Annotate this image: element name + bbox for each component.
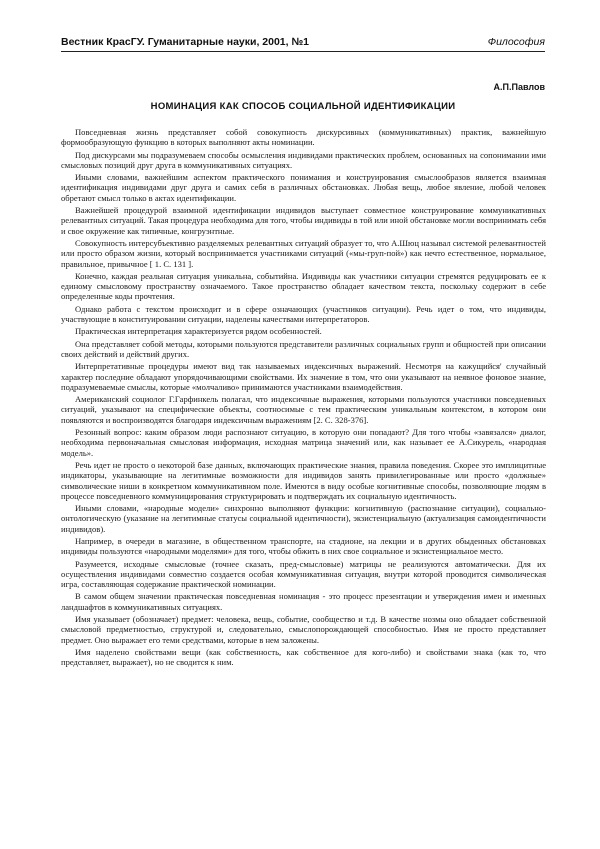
paragraph: Она представляет собой методы, которыми пользуются представители различных социальных групп и общностей при описании своих действий и действий других. (61, 338, 546, 359)
paragraph: Повседневная жизнь представляет собой совокупность дискурсивных (коммуникативных) практик, важнейшую формообразующую функцию в которых выполняют акты номинации. (61, 127, 546, 148)
journal-citation: Вестник КрасГУ. Гуманитарные науки, 2001, №1 (61, 36, 310, 48)
paragraph: Интерпретативные процедуры имеют вид так называемых индексичных выражений. Несмотря на кажущийся' случайный характер последние обладают упорядочивающими свойствами. Их значение в том, что они указывают на неявное фоновое знание, подразумеваемые смыслы, которые «молчаливо» принимаются участниками взаимодействия. (61, 361, 546, 392)
running-header (61, 36, 545, 52)
paragraph: Имя наделено свойствами вещи (как собственность, как собственное для кого-либо) и свойствами знака (как то, что представляет, выражает), но не сводится к ним. (61, 646, 546, 668)
paragraph: Американский социолог Г.Гарфинкель полагал, что индексичные выражения, которыми пользуются участники повседневных ситуаций, указывают на специфические объекты, соотносимые с тем практическим уникальным контекстом, в котором они появляются и воспроизводятся благодаря индексичным выражениям [2. С. 328-376]. (61, 394, 546, 425)
section-name: Философия (487, 36, 545, 48)
paragraph: Под дискурсами мы подразумеваем способы осмысления индивидами практических проблем, основанных на сопонимании ими смысловых позиций друг друга в коммуникативных ситуациях. (61, 149, 546, 170)
paragraph: Однако работа с текстом происходит и в сфере означающих (участников ситуации). Речь идет о том, что индивиды, участвующие в конституировании ситуации, наделены качествами интерпретаторов. (61, 303, 546, 325)
article-title: НОМИНАЦИЯ КАК СПОСОБ СОЦИАЛЬНОЙ ИДЕНТИФИКАЦИИ (150, 101, 456, 112)
author-name: А.П.Павлов (493, 82, 545, 92)
paragraph: Разумеется, исходные смысловые (точнее сказать, пред-смысловые) матрицы не реализуются автоматически. Для их осуществления индивидами совместно создается особая коммуникативная ситуация, внутри которой проводится символическая игра, составляющая содержание практической номинации. (61, 558, 546, 590)
paragraph: Важнейшей процедурой взаимной идентификации индивидов выступает совместное конструирование коммуникативных релевантных ситуаций. Такая процедура необходима для того, чтобы индивиды в той или иной обстановке могли воспринимать себя и свое окружение как типичные, конгруэнтные. (61, 205, 546, 236)
paragraph: Иными словами, «народные модели» синхронно выполняют функции: когнитивную (распознание ситуации), социально-онтологическую (указание на легитимные статусы социальной идентичности), экзистенциальную (актуализация самоидентичности индивидов). (61, 503, 546, 534)
paragraph: В самом общем значении практическая повседневная номинация - это процесс презентации и утверждения имен и именных ландшафтов в коммуникативных ситуациях. (61, 591, 546, 612)
paragraph: Резонный вопрос: каким образом люди распознают ситуацию, в которую они попадают? Для того чтобы «завязался» диалог, необходима первоначальная смысловая информация, исходная матрица значений или, как называет ее А.Сикурель, «народная модель». (61, 427, 546, 458)
paragraph: Иными словами, важнейшим аспектом практического понимания и конструирования смыслообразов является взаимная идентификация индивидами друг друга и самих себя в различных обстановках. Любая вещь, любое явление, любой человек обретают смысл только в актах идентификации. (61, 172, 546, 203)
paragraph: Речь идет не просто о некоторой базе данных, включающих практические знания, правила поведения. Скорее это имплицитные индикаторы, указывающие на легитимные возможности для индивидов занять привилегированные или просто «должные» символические ниши в конкретном коммуникативном поле. Имеются в виду особые когнитивные способы, позволяющие людям в процессе повседневного коммуницирования структурировать и подтверждать их социальную идентичность. (61, 459, 546, 501)
paragraph: Конечно, каждая реальная ситуация уникальна, событийна. Индивиды как участники ситуации стремятся редуцировать ее к единому смысловому пространству означаемого. Такое пространство обладает качеством текста, поскольку содержит в себе определенные коды прочтения. (61, 270, 546, 302)
paragraph: Например, в очереди в магазине, в общественном транспорте, на стадионе, на лекции и в других обыденных обстановках индивиды пользуются «народными моделями» для того, чтобы обжить в них свое социальное и экзистенциальное место. (61, 535, 546, 557)
article-body (61, 127, 546, 670)
paragraph: Практическая интерпретация характеризуется рядом особенностей. (75, 326, 322, 337)
paragraph: Имя указывает (обозначает) предмет: человека, вещь, событие, сообщество и т.д. В качестве нозмы оно обладает собственной смысловой предметностью, структурой и, следовательно, смыслопорождающей способностью. Имя не просто представляет предмет. Оно выражает его теми средствами, которые в нем заложены. (61, 614, 546, 645)
paragraph: Совокупность интерсубъективно разделяемых релевантных ситуаций образует то, что А.Шюц называл системой релевантностей или просто образом жизни, который воспринимается участниками ситуаций («мы-груп-пой») как нечто естественное, нормальное, правильное, привычное [ 1. С. 131 ]. (61, 237, 547, 269)
header-rule (61, 51, 545, 52)
